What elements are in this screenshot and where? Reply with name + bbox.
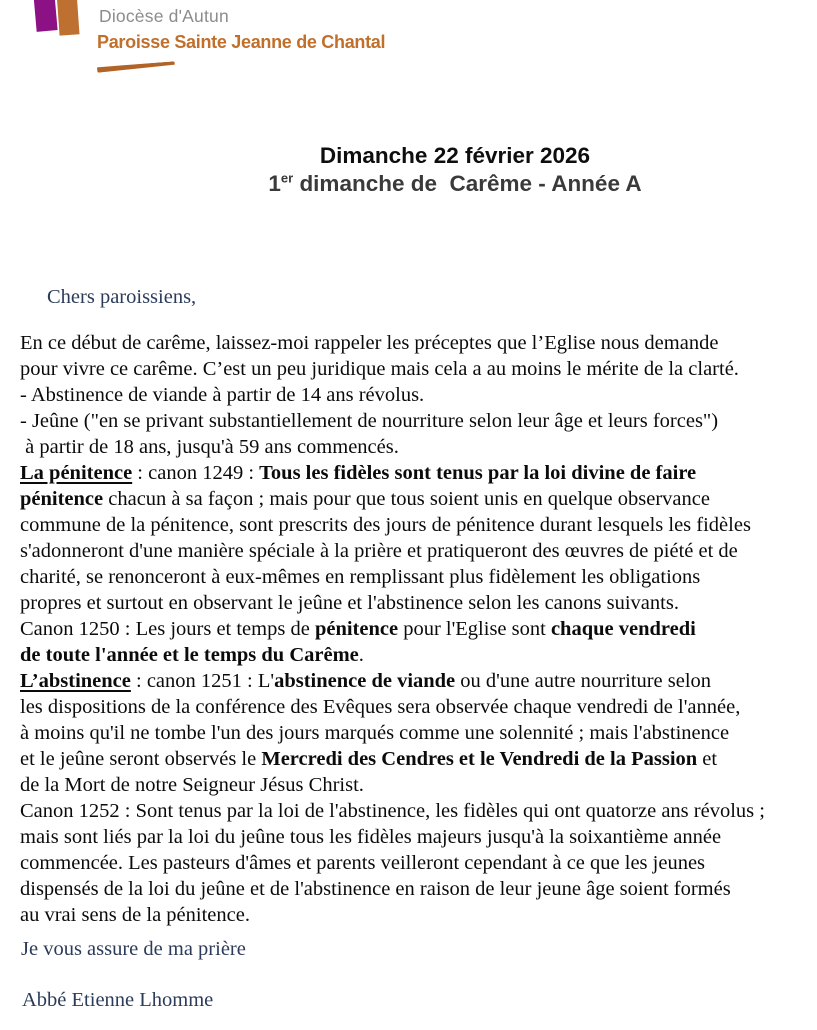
signature: Abbé Etienne Lhomme	[22, 989, 214, 1011]
text-line	[20, 824, 765, 850]
text-segment: mais sont liés par la loi du jeûne tous les fidèles majeurs jusqu'à la soixantième année	[20, 826, 722, 848]
diocese-name: Diocèse d'Autun	[99, 6, 229, 26]
text-line	[20, 434, 765, 460]
text-line	[20, 512, 765, 538]
text-line	[20, 564, 765, 590]
text-segment: commune de la pénitence, sont prescrits des jours de pénitence durant lesquels les fidèles	[20, 514, 751, 536]
subtitle-number: 1	[268, 171, 281, 196]
title-subtitle	[95, 170, 815, 198]
text-segment: La pénitence	[20, 462, 133, 484]
text-line	[20, 876, 765, 902]
subtitle-ordinal: er	[280, 170, 294, 186]
text-line	[20, 902, 765, 928]
text-segment: Tous les fidèles sont tenus par la loi divine de faire	[259, 462, 697, 484]
text-segment: et	[697, 748, 718, 770]
text-segment: - Abstinence de viande à partir de 14 ans révolus.	[20, 384, 425, 406]
text-segment: Mercredi des Cendres et le Vendredi de la Passion	[261, 748, 698, 770]
subtitle-text: dimanche de Carême - Année A	[293, 171, 642, 196]
text-line	[20, 668, 765, 694]
document-title	[95, 142, 815, 198]
text-line	[20, 746, 765, 772]
text-line	[20, 460, 765, 486]
text-segment: L’abstinence	[20, 670, 131, 692]
text-segment: commencée. Les pasteurs d'âmes et parents veilleront cependant à ce que les jeunes	[20, 852, 706, 874]
text-line	[20, 772, 765, 798]
text-segment: abstinence de viande	[274, 670, 456, 692]
text-segment: pour vivre ce carême. C’est un peu juridique mais cela a au moins le mérite de la clarté.	[20, 358, 739, 380]
text-segment: les dispositions de la conférence des Evêques sera observée chaque vendredi de l'année,	[20, 696, 741, 718]
title-date: Dimanche 22 février 2026	[319, 143, 591, 168]
parish-name: Paroisse Sainte Jeanne de Chantal	[97, 32, 386, 52]
text-segment: s'adonneront d'une manière spéciale à la prière et pratiqueront des œuvres de piété et de	[20, 540, 738, 562]
text-line	[20, 408, 765, 434]
text-segment: à partir de 18 ans, jusqu'à 59 ans commencés.	[20, 436, 399, 458]
text-segment: et le jeûne seront observés le	[20, 748, 262, 770]
text-segment: Canon 1250 : Les jours et temps de	[20, 618, 315, 640]
text-segment: chaque vendredi	[550, 618, 696, 640]
text-segment: .	[358, 644, 364, 666]
text-segment: chacun à sa façon ; mais pour que tous soient unis en quelque observance	[103, 488, 710, 510]
text-line	[20, 798, 765, 824]
letter-body	[20, 330, 765, 928]
text-segment: ou d'une autre nourriture selon	[455, 670, 712, 692]
text-segment: - Jeûne ("en se privant substantiellement de nourriture selon leur âge et leurs forces")	[20, 410, 719, 432]
text-segment: au vrai sens de la pénitence.	[20, 904, 250, 926]
text-line	[20, 642, 765, 668]
text-segment: propres et surtout en observant le jeûne et l'abstinence selon les canons suivants.	[20, 592, 679, 614]
text-line	[20, 330, 765, 356]
logo-orange-block	[56, 0, 79, 36]
text-segment: En ce début de carême, laissez-moi rappeler les préceptes que l’Eglise nous demande	[20, 332, 719, 354]
text-segment: de la Mort de notre Seigneur Jésus Christ.	[20, 774, 364, 796]
text-segment: Canon 1252 : Sont tenus par la loi de l'abstinence, les fidèles qui ont quatorze ans révolus ;	[20, 800, 765, 822]
text-segment: dispensés de la loi du jeûne et de l'abstinence en raison de leur jeune âge soient formés	[20, 878, 731, 900]
logo-purple-block	[33, 0, 57, 32]
text-line	[20, 694, 765, 720]
text-line	[20, 538, 765, 564]
greeting: Chers paroissiens,	[47, 286, 197, 308]
text-segment: : canon 1251 : L'	[130, 670, 275, 692]
text-segment: de toute l'année et le temps du Carême	[20, 644, 359, 666]
text-line	[20, 356, 765, 382]
logo-underline-swoosh	[97, 61, 175, 72]
text-line	[20, 590, 765, 616]
text-line	[20, 616, 765, 642]
text-segment: à moins qu'il ne tombe l'un des jours marqués comme une solennité ; mais l'abstinence	[20, 722, 730, 744]
text-segment: : canon 1249 :	[132, 462, 260, 484]
text-segment: pénitence	[20, 488, 104, 510]
text-segment: pénitence	[314, 618, 399, 640]
text-line	[20, 720, 765, 746]
text-segment: charité, se renonceront à eux-mêmes en remplissant plus fidèlement les obligations	[20, 566, 701, 588]
text-line	[20, 850, 765, 876]
text-line	[20, 382, 765, 408]
text-line	[20, 486, 765, 512]
closing-line: Je vous assure de ma prière	[21, 938, 246, 960]
text-segment: pour l'Eglise sont	[398, 618, 551, 640]
